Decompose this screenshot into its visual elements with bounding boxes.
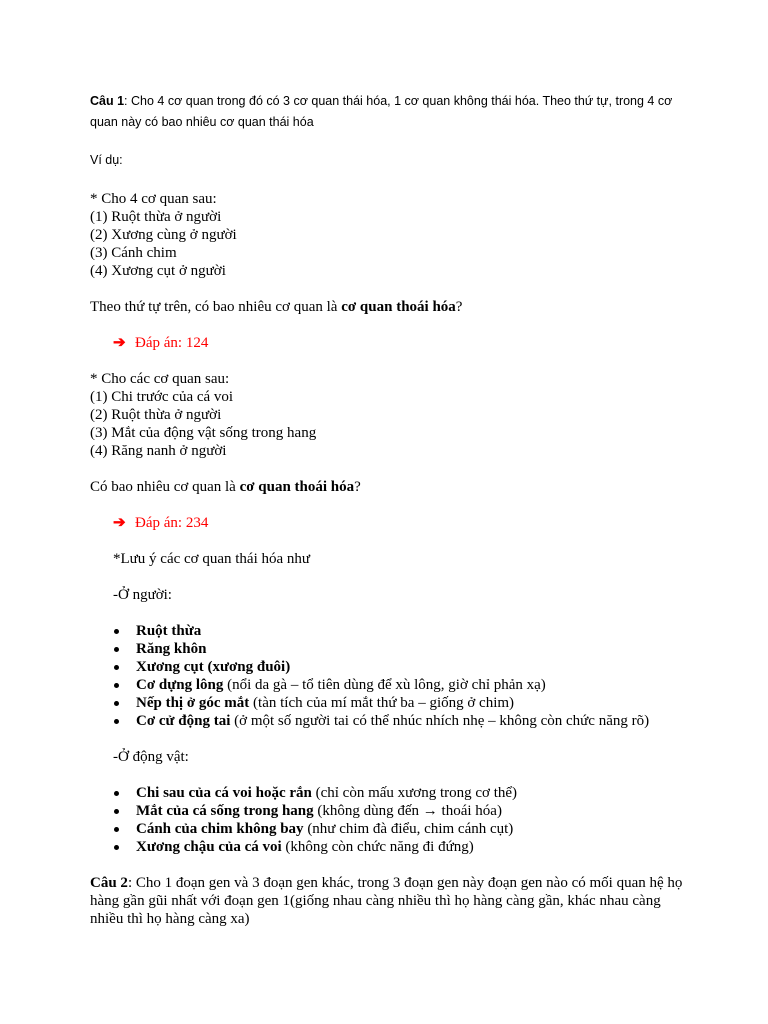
right-arrow-icon: ➔ [113, 515, 126, 531]
example-label: Ví dụ: [90, 153, 123, 167]
note-section [90, 550, 690, 856]
example-1-question: Theo thứ tự trên, có bao nhiêu cơ quan là cơ quan thoái hóa? [90, 299, 463, 315]
human-organ-list [90, 622, 690, 730]
list-item: Cơ cử động tai (ở một số người tai có thể nhúc nhích nhẹ – không còn chức năng rõ) [90, 712, 690, 730]
example-2-item: (4) Răng nanh ở người [90, 443, 227, 459]
list-item: Cánh của chim không bay (như chim đà điểu, chim cánh cụt) [90, 820, 690, 838]
example-2-intro: * Cho các cơ quan sau: [90, 371, 230, 387]
example-1-item: (4) Xương cụt ở người [90, 263, 226, 279]
example-1-answer: ➔ Đáp án: 124 [113, 335, 209, 351]
example-1-item: (3) Cánh chim [90, 245, 177, 261]
right-arrow-icon: ➔ [113, 335, 126, 351]
example-2 [90, 370, 690, 532]
question-1-label: Câu 1 [90, 94, 125, 108]
example-1-item: (2) Xương cùng ở người [90, 227, 237, 243]
question-2-text: : Cho 1 đoạn gen và 3 đoạn gen khác, trong 3 đoạn gen này đoạn gen nào có mối quan hệ họ hàng gần gũi nhất với đoạn gen 1(giống nhau càng nhiều thì họ hàng càng gần, khác nhau càng nhiều thì họ hàng càng xa) [90, 875, 683, 927]
example-1-intro: * Cho 4 cơ quan sau: [90, 191, 217, 207]
example-2-question: Có bao nhiêu cơ quan là cơ quan thoái hóa? [90, 479, 361, 495]
list-item: Chi sau của cá voi hoặc rắn (chỉ còn mấu xương trong cơ thể) [90, 784, 690, 802]
document-page [90, 91, 690, 928]
example-1-item: (1) Ruột thừa ở người [90, 209, 222, 225]
note-title: *Lưu ý các cơ quan thái hóa như [113, 551, 311, 567]
example-2-item: (3) Mắt của động vật sống trong hang [90, 425, 317, 441]
question-2 [90, 874, 690, 928]
animal-label: -Ở động vật: [113, 749, 189, 765]
list-item: Xương cụt (xương đuôi) [90, 658, 690, 676]
list-item: Cơ dựng lông (nổi da gà – tổ tiên dùng để xù lông, giờ chỉ phản xạ) [90, 676, 690, 694]
example-2-item: (1) Chi trước của cá voi [90, 389, 234, 405]
list-item: Ruột thừa [90, 622, 690, 640]
list-item: Răng khôn [90, 640, 690, 658]
example-2-answer: ➔ Đáp án: 234 [113, 515, 209, 531]
list-item: Nếp thị ở góc mắt (tàn tích của mí mắt thứ ba – giống ở chim) [90, 694, 690, 712]
question-2-label: Câu 2 [90, 875, 128, 891]
human-label: -Ở người: [113, 587, 172, 603]
question-1-text: : Cho 4 cơ quan trong đó có 3 cơ quan thái hóa, 1 cơ quan không thái hóa. Theo thứ tự, trong 4 cơ quan này có bao nhiêu cơ quan thái hóa [90, 94, 673, 129]
animal-organ-list [90, 784, 690, 856]
example-1 [90, 190, 690, 352]
list-item: Xương chậu của cá voi (không còn chức năng đi đứng) [90, 838, 690, 856]
question-1 [90, 91, 690, 133]
list-item: Mắt của cá sống trong hang (không dùng đến → thoái hóa) [90, 802, 690, 820]
example-2-item: (2) Ruột thừa ở người [90, 407, 222, 423]
